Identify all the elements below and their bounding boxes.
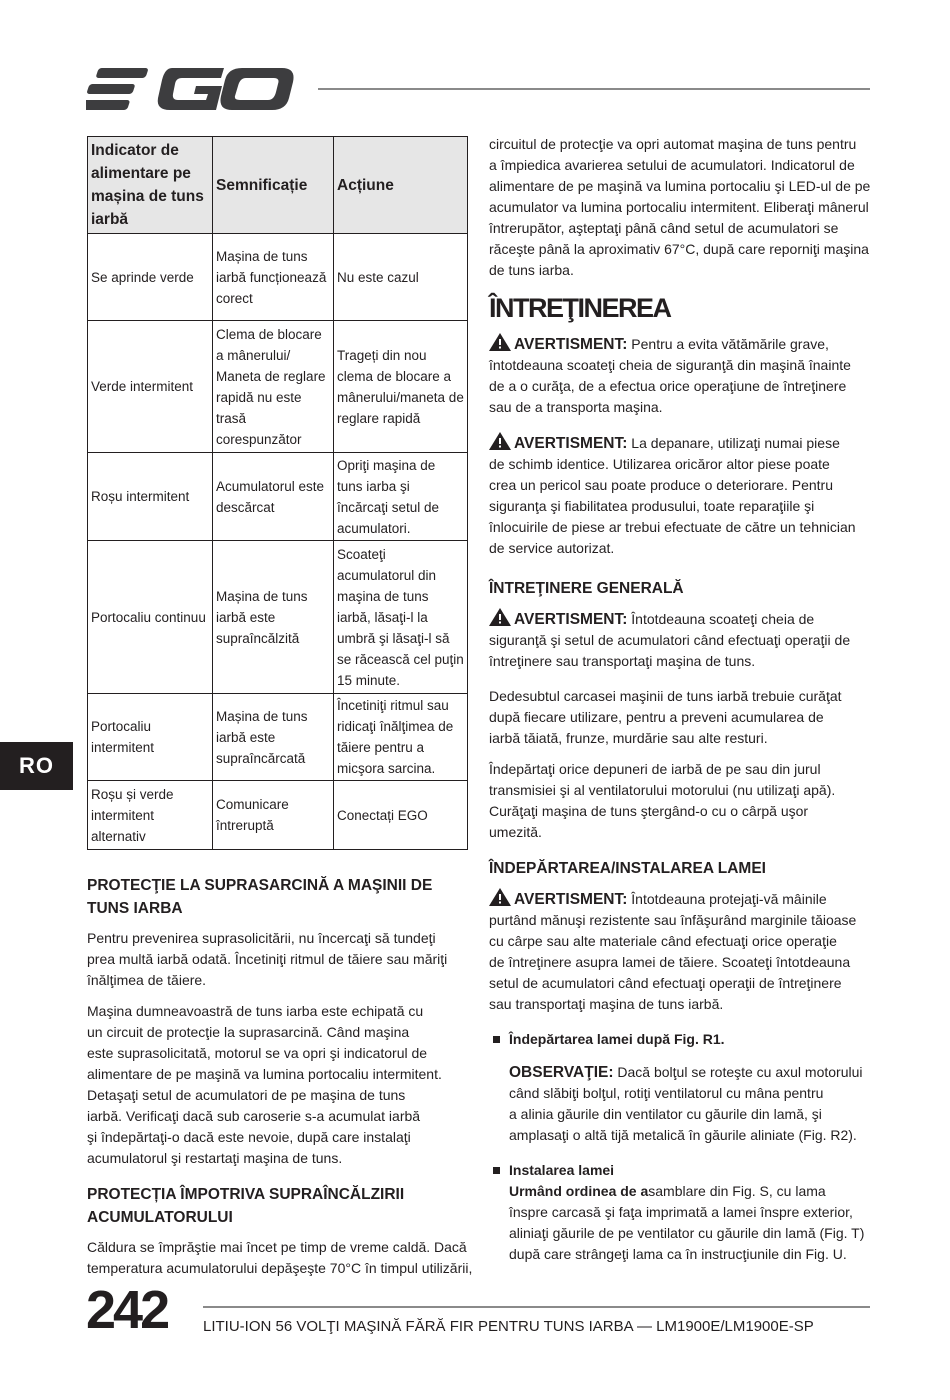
cell-indicator: Roșu și verde intermitent alternativ: [88, 781, 213, 850]
bullet-blade-removal: Îndepărtarea lamei după Fig. R1.: [489, 1029, 873, 1050]
warning-icon: [489, 333, 511, 351]
table-row: [88, 541, 468, 694]
page-number: 242: [86, 1280, 168, 1340]
cell-indicator: Se aprinde verde: [88, 234, 213, 321]
indicator-table: [87, 136, 468, 850]
cell-indicator: Portocaliu intermitent: [88, 694, 213, 781]
right-column: [489, 134, 873, 1275]
cell-action: Încetiniţi ritmul sau ridicaţi înălţimea de tăiere pentru a micşora sarcina.: [334, 694, 468, 781]
footer-rule: [203, 1306, 870, 1308]
bullet-square-icon: [493, 1036, 500, 1043]
warning-icon: [489, 432, 511, 450]
cell-meaning: Clema de blocare a mânerului/ Maneta de reglare rapidă nu este trasă corespunzător: [213, 321, 334, 453]
overheat-continued: circuitul de protecţie va opri automat maşina de tuns pentru a împiedica avarierea setului de acumulatori. Indicatorul de alimentare de pe maşină va lumina portocaliu şi LED-ul de pe acumulator va lumina portocaliu intermitent. Eliberaţi mânerul întrerupător, aşteptaţi până când setul de acumulatori se răceşte până la aproximativ 67°C, după care reporniţi maşina de tuns iarba.: [489, 136, 871, 278]
general-paragraph-2: Îndepărtaţi orice depuneri de iarbă de pe sau din jurul transmisiei şi al ventilatorului motorului (nu utilizaţi apă). Curăţaţi maşina de tuns ştergând-o cu o cârpă uşor umezită.: [489, 761, 836, 840]
table-row: [88, 694, 468, 781]
warning-icon: [489, 608, 511, 626]
warning-1: AVERTISMENT: Pentru a evita vătămările grave, întotdeauna scoateţi cheia de siguranţă din maşină înainte de a o curăţa, de a efectua orice operaţiune de întreţinere sau de a transporta maşina.: [489, 333, 873, 418]
left-column: [87, 874, 473, 1289]
note-block: OBSERVAŢIE: Dacă bolţul se roteşte cu axul motorului când slăbiţi bolţul, rotiţi ventilatorul cu mâna pentru a alinia găurile din ventilator cu găurile din lamă, şi amplasaţi o altă tijă metalică în găurile aliniate (Fig. R2).: [509, 1064, 863, 1143]
header-indicator: Indicator de alimentare pe mașina de tuns iarbă: [88, 137, 213, 234]
header-meaning: Semnificație: [213, 137, 334, 234]
cell-meaning: Mașina de tuns iarbă funcționează corect: [213, 234, 334, 321]
bullet-blade-install: Instalarea lamei Urmând ordinea de asamblare din Fig. S, cu lama înspre carcasă şi faţa imprimată a lamei înspre exterior, aliniaţi găurile de pe ventilator cu găurile din lamă (Fig. T) după care strângeţi lama ca în instrucţiunile din Fig. U.: [489, 1160, 873, 1265]
overheat-heading: PROTECȚIA ÎMPOTRIVA SUPRAÎNCĂLZIRII ACUMULATORULUI: [87, 1186, 405, 1226]
cell-meaning: Acumulatorul este descărcat: [213, 453, 334, 541]
blade-heading: ÎNDEPĂRTAREA/INSTALAREA LAMEI: [489, 860, 766, 877]
ego-logo: [86, 64, 298, 114]
language-tab: RO: [0, 742, 73, 790]
footer-title: LITIU-ION 56 VOLŢI MAŞINĂ FĂRĂ FIR PENTRU TUNS IARBA — LM1900E/LM1900E-SP: [203, 1318, 814, 1335]
cell-action: Scoateţi acumulatorul din maşina de tuns iarbă, lăsaţi-l la umbră şi lăsaţi-l să se răcească cel puţin 15 minute.: [334, 541, 468, 694]
table-row: [88, 321, 468, 453]
general-maintenance-heading: ÎNTREŢINERE GENERALĂ: [489, 580, 684, 597]
cell-indicator: Portocaliu continuu: [88, 541, 213, 694]
overheat-paragraph: Căldura se împrăştie mai încet pe timp de vreme caldă. Dacă temperatura acumulatorului depăşeşte 70°C în timpul utilizării,: [87, 1239, 473, 1276]
general-paragraph-1: Dedesubtul carcasei maşinii de tuns iarbă trebuie curăţat după fiecare utilizare, pentru a preveni acumularea de iarbă tăiată, frunze, murdărie sau alte resturi.: [489, 688, 842, 746]
cell-indicator: Roșu intermitent: [88, 453, 213, 541]
table-row: [88, 453, 468, 541]
overload-heading: PROTECŢIE LA SUPRASARCINĂ A MAŞINII DE TUNS IARBA: [87, 877, 433, 917]
table-row: [88, 234, 468, 321]
cell-meaning: Comunicare întreruptă: [213, 781, 334, 850]
cell-action: Trageți din nou clema de blocare a mânerului/maneta de reglare rapidă: [334, 321, 468, 453]
warning-3: AVERTISMENT: Întotdeauna scoateţi cheia de siguranţă şi setul de acumulatori când efectuaţi operaţii de întreţinere sau transportaţi maşina de tuns.: [489, 608, 873, 672]
header-action: Acțiune: [334, 137, 468, 234]
warning-4: AVERTISMENT: Întotdeauna protejaţi-vă mâinile purtând mănuşi rezistente sau înfăşurând marginile tăioase cu cârpe sau alte materiale când efectuaţi orice operaţie de întreţinere asupra lamei de tăiere. Scoateţi întotdeauna setul de acumulatori când efectuaţi operaţii de întreţinere sau transportaţi maşina de tuns iarbă.: [489, 888, 873, 1015]
cell-action: Opriţi maşina de tuns iarba şi încărcaţi setul de acumulatori.: [334, 453, 468, 541]
cell-indicator: Verde intermitent: [88, 321, 213, 453]
table-row: [88, 781, 468, 850]
warning-icon: [489, 888, 511, 906]
cell-meaning: Mașina de tuns iarbă este supraîncălzită: [213, 541, 334, 694]
overload-paragraph-1: Pentru prevenirea suprasolicitării, nu încercaţi să tundeţi prea multă iarbă odată. Încetiniţi ritmul de tăiere sau măriţi înălţimea de tăiere.: [87, 930, 448, 988]
overload-paragraph-2: Maşina dumneavoastră de tuns iarba este echipată cu un circuit de protecţie la suprasarcină. Când maşina este suprasolicitată, motorul se va opri şi indicatorul de alimentare de pe maşină va lumina portocaliu intermitent. Detaşaţi setul de acumulatori de pe maşina de tuns iarbă. Verificaţi dacă sub caroserie s-a acumulat iarbă şi îndepărtaţi-o dacă este nevoie, după care instalaţi acumulatorul şi restartaţi maşina de tuns.: [87, 1003, 442, 1166]
warning-2: AVERTISMENT: La depanare, utilizaţi numai piese de schimb identice. Utilizarea oricăror altor piese poate crea un pericol sau poate produce o deteriorare. Pentru siguranţa şi fiabilitatea produsului, toate reparaţiile şi înlocuirile de piese ar trebui efectuate de către un tehnician de service autorizat.: [489, 432, 873, 559]
cell-meaning: Mașina de tuns iarbă este supraîncărcată: [213, 694, 334, 781]
cell-action: Conectați EGO: [334, 781, 468, 850]
maintenance-title: ÎNTREŢINEREA: [489, 293, 671, 323]
bullet-square-icon: [493, 1167, 500, 1174]
header-rule: [318, 88, 870, 90]
cell-action: Nu este cazul: [334, 234, 468, 321]
